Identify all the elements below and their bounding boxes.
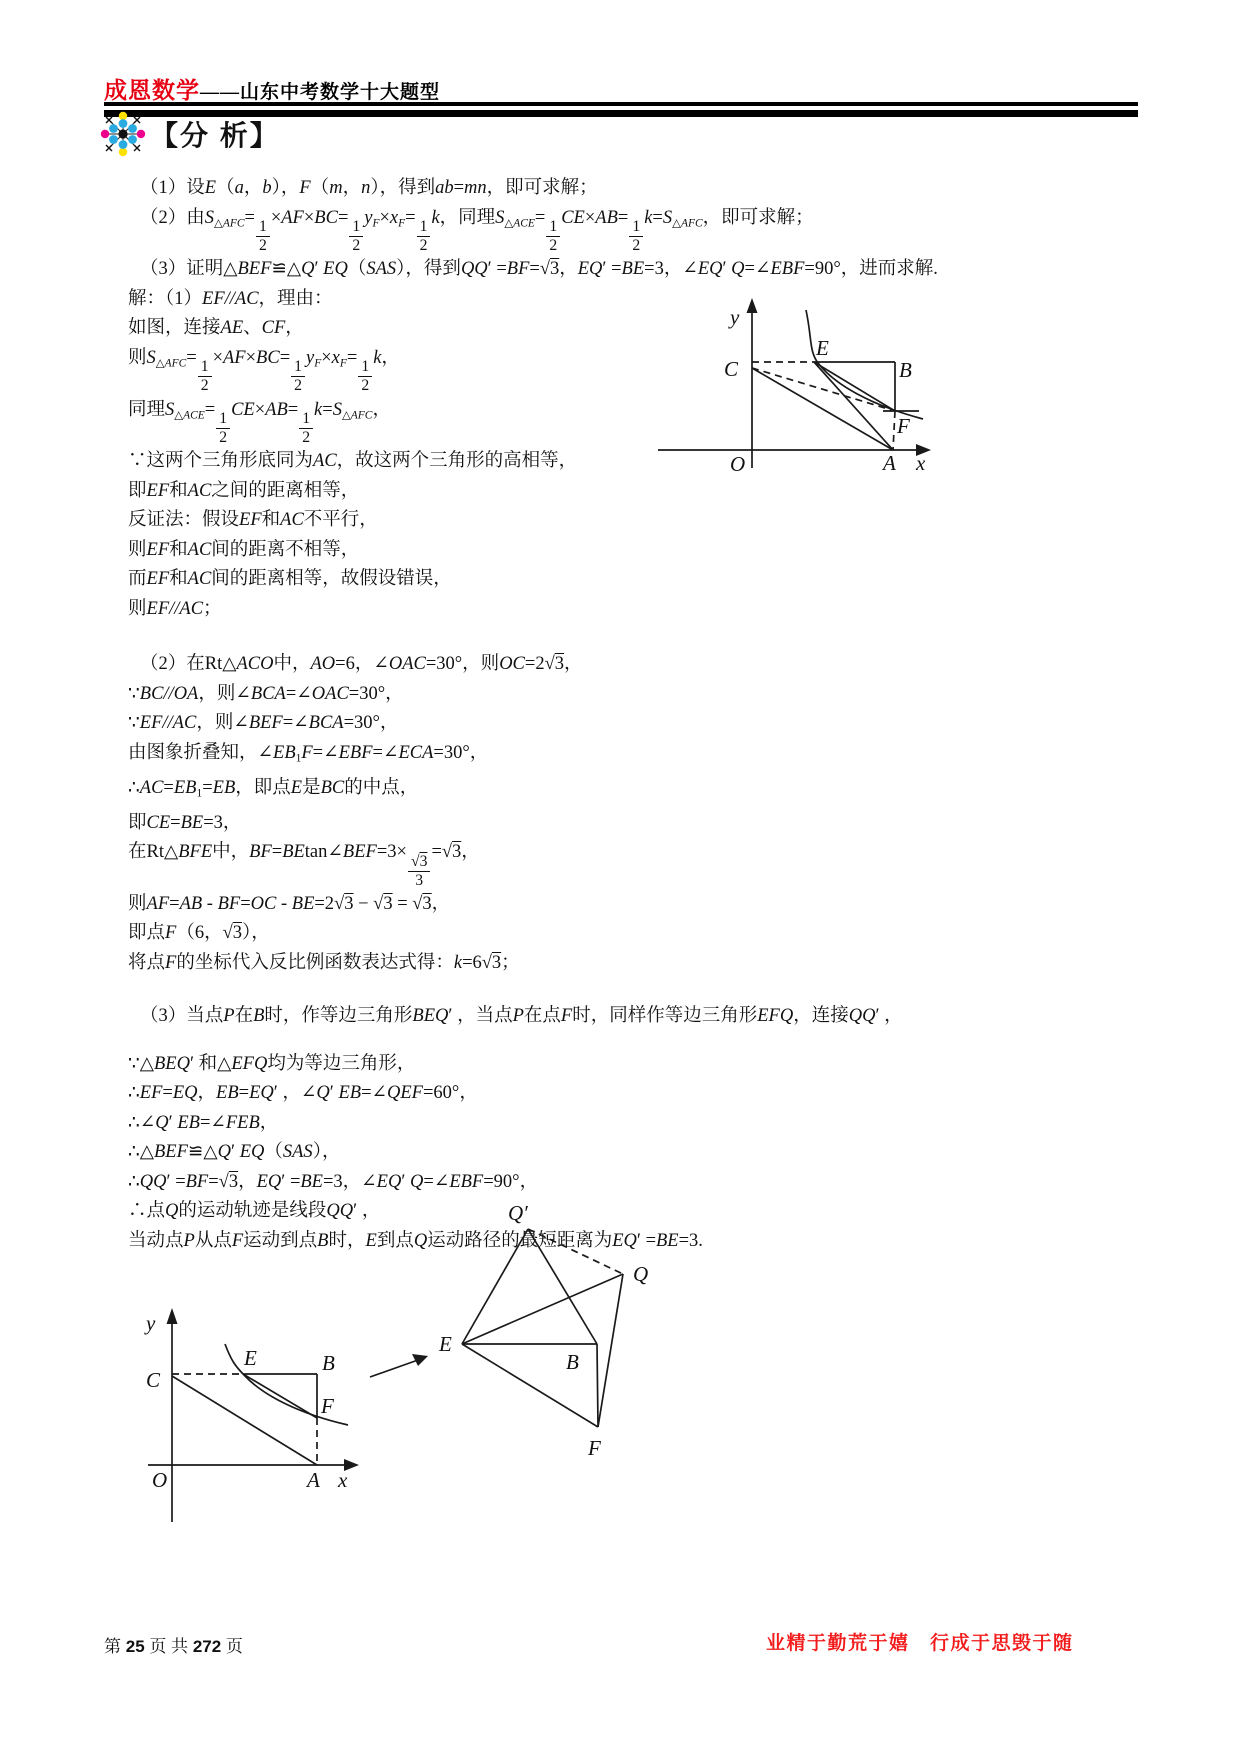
point-label-O: O [730, 452, 746, 476]
math-line: 将点F的坐标代入反比例函数表达式得：k=6√3； [128, 952, 520, 973]
segment-CA [172, 1376, 317, 1465]
math-line: 在Rt△BFE中，BF=BEtan∠BEF=3× $\frac{√3}{3}$ =√3， [128, 842, 480, 889]
math-line: ∴QQ′ =BF=√3，EQ′ =BE=3，∠EQ′ Q=∠EBF=90°， [128, 1171, 539, 1192]
page-header [104, 72, 1138, 105]
flower-badge-icon [100, 110, 146, 158]
math-line: 如图，连接AE、CF， [128, 318, 304, 339]
point-label-F: F [321, 1394, 334, 1418]
page-number-mid: 页 共 [144, 1637, 193, 1656]
page-number-current: 25 [125, 1637, 145, 1656]
math-line: ∵EF//AC，则∠BEF=∠BCA=30°， [128, 713, 399, 734]
segment-BF [597, 1344, 598, 1427]
coordinate-figure-top [630, 256, 940, 483]
triangle-figure-svg [362, 1194, 712, 1484]
point-label-B: B [899, 358, 912, 382]
pointer-arrow-line [370, 1360, 418, 1377]
coordinate-figure-bottom [100, 1290, 370, 1535]
segment-EF [243, 1374, 317, 1418]
analysis-lines [128, 174, 1088, 1256]
math-line: $\therefore AC=EB_1=EB$，即点E是BC的中点， [128, 777, 419, 800]
math-line: 而EF和AC间的距离相等，故假设错误， [128, 569, 452, 590]
coordinate-figure-bottom-svg [100, 1290, 370, 1530]
segment-CA [752, 368, 893, 450]
point-label-F: F [588, 1436, 601, 1460]
math-line: （2）由$S_{\triangle AFC}=$ $\frac{1}{2}$ ×AF×BC= $\frac{1}{2}$ $y_F\times x_F=$ $\frac{1}{2}$ k，同理$S_{\triangle ACE}=$ $\frac{1}{2}$ CE×AB= $\frac{1}{2}$ $k=S_{\triangle AFC}$，即可求解； [140, 207, 814, 255]
math-line: 反证法：假设EF和AC不平行， [128, 510, 378, 531]
math-line: （3）当点P在B时，作等边三角形BEQ′ ，当点P在点F时，同样作等边三角形EFQ，连接QQ′ ， [140, 1006, 903, 1027]
math-line: ∵BC//OA，则∠BCA=∠OAC=30°， [128, 683, 404, 704]
point-label-O: O [152, 1468, 168, 1492]
math-line: 即EF和AC之间的距离相等， [128, 480, 360, 501]
math-line: ∵△BEQ′ 和△EFQ均为等边三角形， [128, 1053, 416, 1074]
triangle-figure [362, 1194, 712, 1489]
point-label-E: E [244, 1346, 257, 1370]
page-number-prefix: 第 [104, 1637, 126, 1656]
math-line: 当动点P从点F运动到点B时，E到点Q运动路径的最短距离为EQ′ =BE=3. [128, 1230, 703, 1251]
math-line: ∴△BEF≌△Q′ EQ（SAS）， [128, 1142, 341, 1163]
point-label-C: C [146, 1368, 161, 1392]
axis-label-y: y [146, 1311, 156, 1335]
pointer-arrow-head [412, 1354, 428, 1366]
math-line: （3）证明△BEF≌△Q′ EQ（SAS），得到QQ′ =BF=√3，EQ′ =BE=3，∠EQ′ Q=∠EBF=90°，进而求解. [140, 259, 938, 280]
math-line: 则EF和AC间的距离不相等， [128, 539, 360, 560]
segment-CF [752, 368, 895, 411]
axis-label-x: x [338, 1468, 348, 1492]
point-label-Q: Q [633, 1262, 649, 1286]
segment-FA [893, 411, 895, 450]
section-title: 【分 析】 [150, 120, 280, 151]
math-line: 即点F（6，√3）， [128, 923, 270, 944]
axis-label-y: y [730, 305, 740, 329]
section-header [100, 110, 280, 158]
point-label-C: C [724, 357, 739, 381]
y-axis-arrow [747, 298, 758, 313]
math-line: （2）在Rt△ACO中，AO=6，∠OAC=30°，则OC=2√3， [140, 654, 583, 675]
point-label-A: A [307, 1468, 320, 1492]
math-line: 则AF=AB - BF=OC - BE=2√3 − √3 = √3， [128, 893, 451, 914]
math-line: ∵这两个三角形底同为AC，故这两个三角形的高相等， [128, 451, 578, 472]
point-label-E: E [816, 336, 829, 360]
axis-label-x: x [916, 451, 926, 475]
segment-EQp [462, 1229, 528, 1344]
math-line: 即CE=BE=3， [128, 812, 242, 833]
math-line: 由图象折叠知，$\angle EB_1F=\angle EBF=\angle ECA=30^\circ$， [128, 742, 489, 765]
point-label-B: B [322, 1351, 335, 1375]
coordinate-figure-top-svg [630, 256, 940, 478]
point-label-F: F [897, 414, 910, 438]
segment-QF [598, 1274, 623, 1427]
point-label-Qprime: Q′ [508, 1201, 528, 1225]
math-line: 同理$S_{\triangle ACE}=$ $\frac{1}{2}$ CE×AB= $\frac{1}{2}$ $k=S_{\triangle AFC}$， [128, 399, 391, 447]
segment-EQ [462, 1274, 623, 1344]
math-line: 则$S_{\triangle AFC}=$ $\frac{1}{2}$ ×AF×BC= $\frac{1}{2}$ $y_F\times x_F=$ $\frac{1}{2}$ k， [128, 347, 400, 395]
point-label-B: B [566, 1350, 579, 1374]
math-line: 则EF//AC； [128, 598, 222, 619]
math-line: ∴EF=EQ，EB=EQ′ ，∠Q′ EB=∠QEF=60°， [128, 1083, 478, 1104]
page-number [104, 1632, 243, 1657]
point-label-A: A [883, 451, 896, 475]
page-number-total: 272 [192, 1637, 222, 1656]
segment-EF [814, 362, 895, 411]
header-subtitle: ——山东中考数学十大题型 [200, 82, 441, 103]
math-line: （1）设E（a，b），F（m，n），得到ab=mn，即可求解； [140, 178, 598, 198]
math-line: ∴∠Q′ EB=∠FEB， [128, 1112, 279, 1133]
math-line: 解：（1）EF//AC，理由： [128, 288, 333, 309]
point-label-E: E [439, 1332, 452, 1356]
math-line: ∴点Q的运动轨迹是线段QQ′ ， [128, 1201, 381, 1222]
footer-motto: 业精于勤荒于嬉 行成于思毁于随 [766, 1633, 1074, 1654]
brand-logo: 成恩数学 [104, 77, 200, 103]
y-axis-arrow [167, 1308, 178, 1324]
page-number-suffix: 页 [221, 1637, 243, 1656]
